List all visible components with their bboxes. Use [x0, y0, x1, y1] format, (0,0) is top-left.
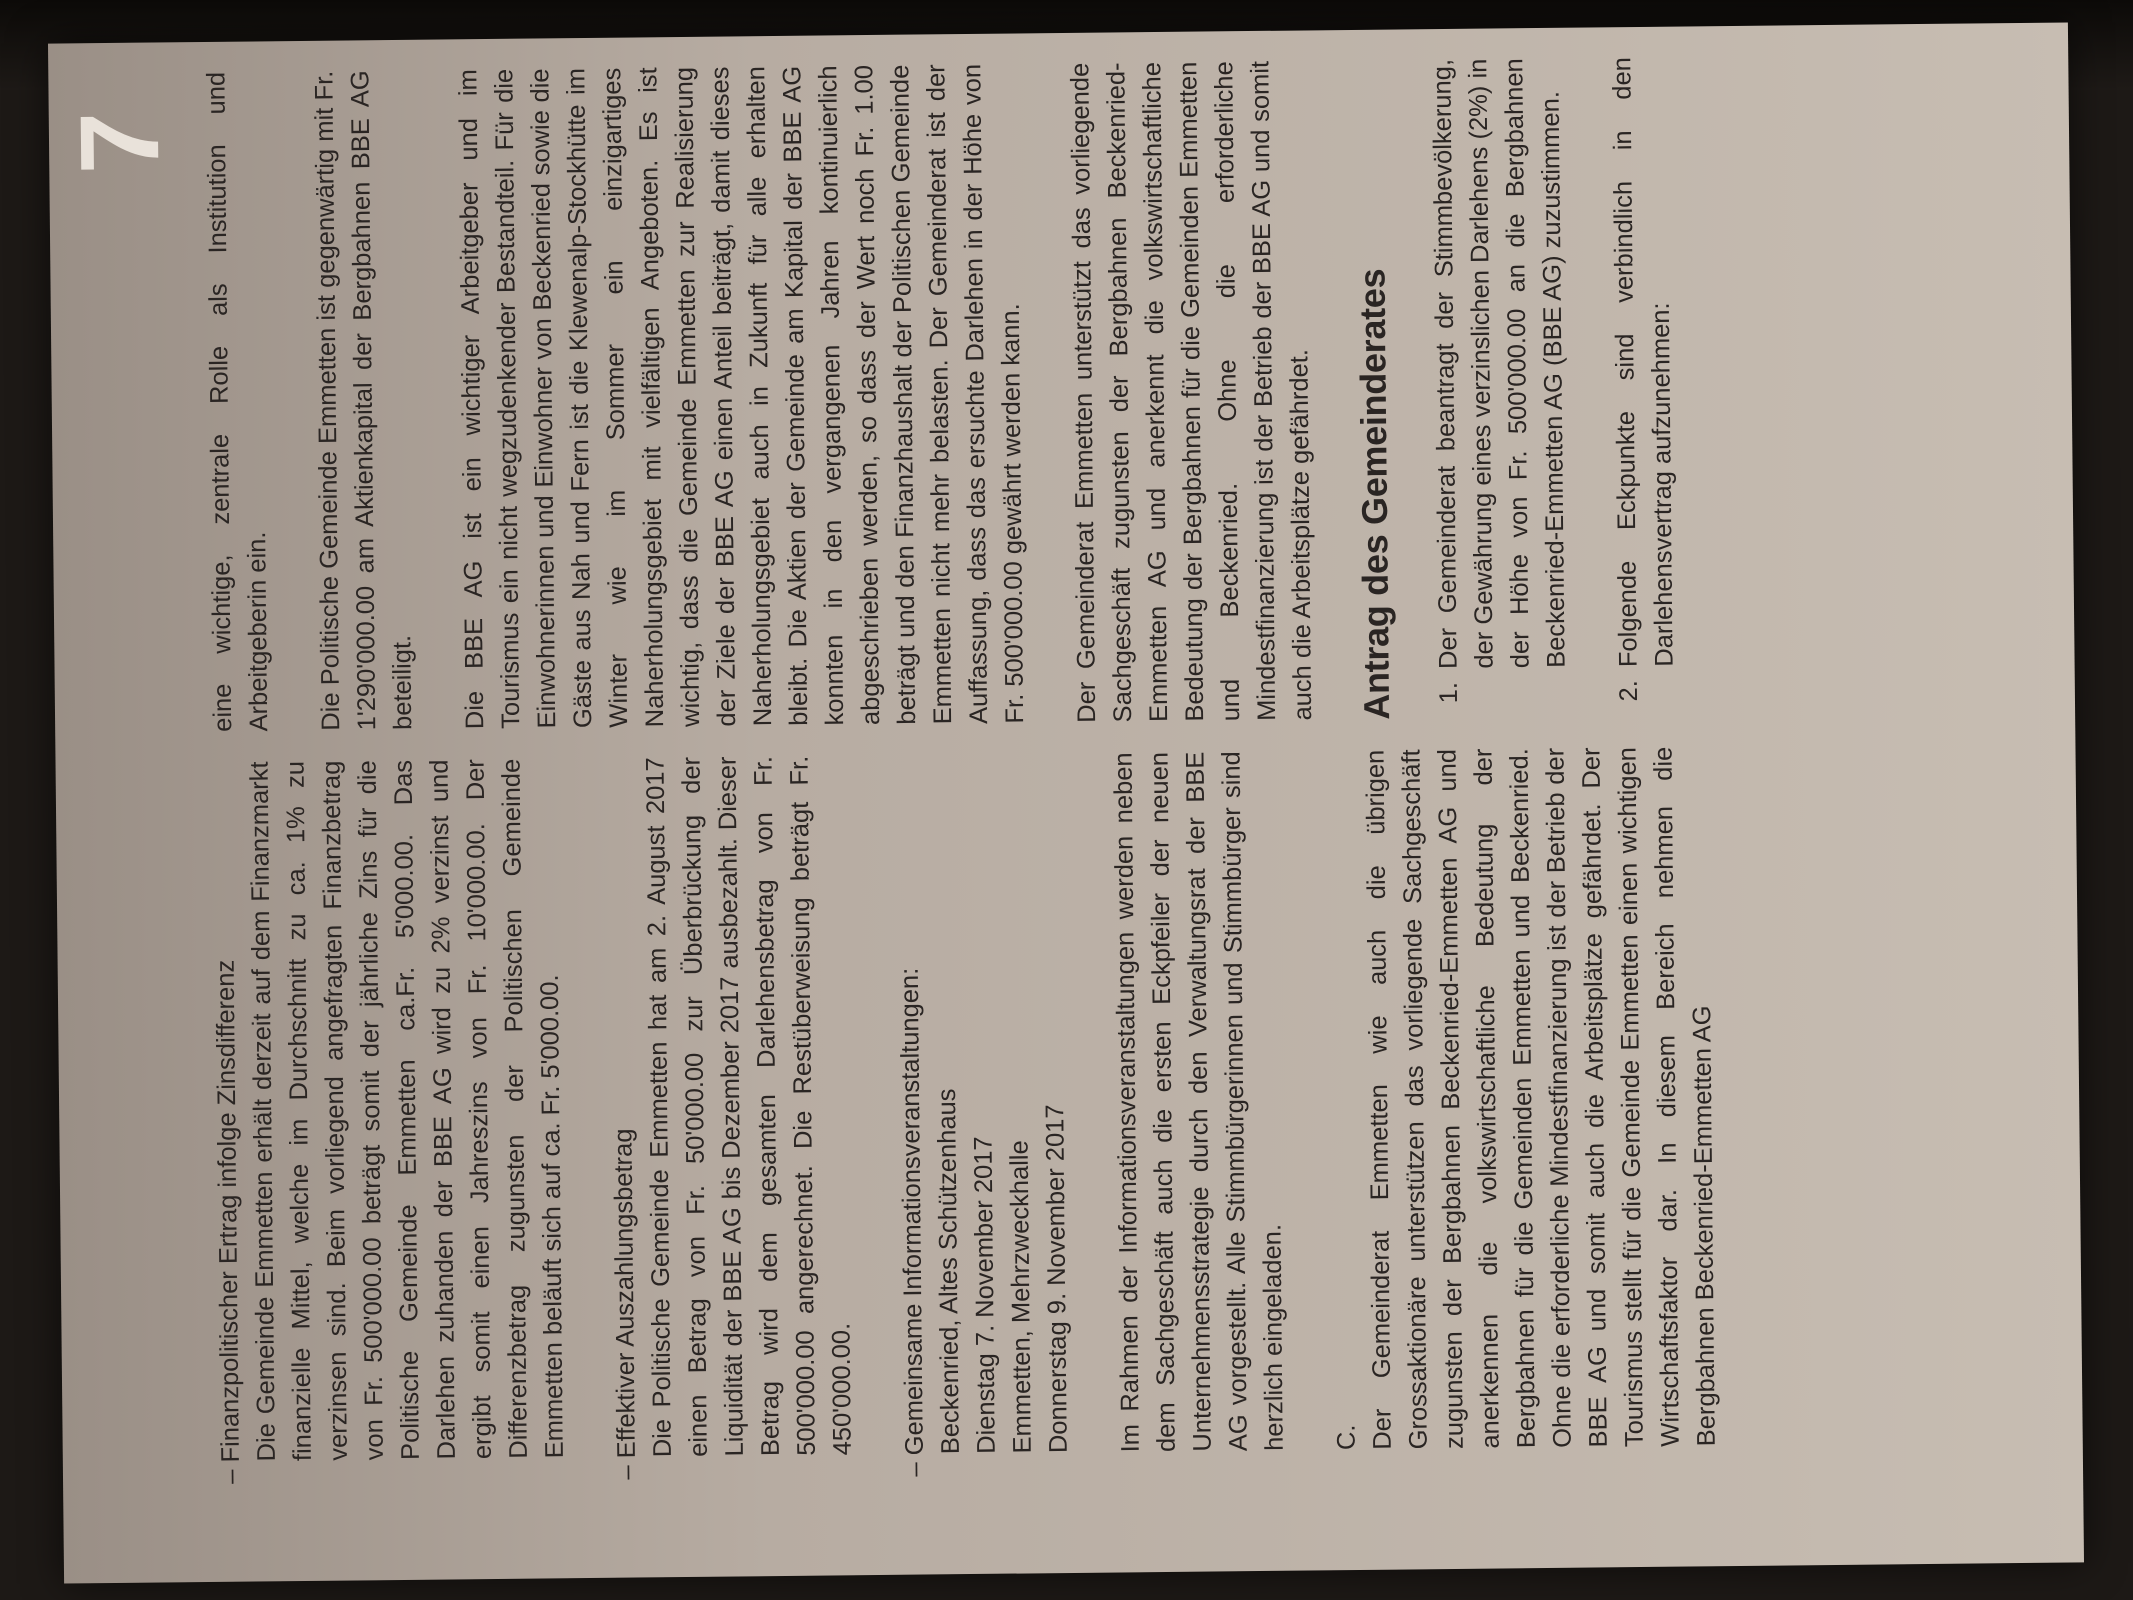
- paragraph-support: Der Gemeinderat Emmetten unterstützt das vorliegende Sachgeschäft zugunsten der Bergbahnen Beckenried-Emmetten AG und anerkennt die volkswirtschaftliche Bedeutung der Bergbahnen für die Gemeinden Emmetten und Beckenried. Ohne die erforderliche Mindestfinanzierung ist der Betrieb der BBE AG und somit auch die Arbeitsplätze gefährdet.: [1066, 60, 1318, 723]
- motion-list: [1424, 57, 1683, 720]
- list-item-informationsveranstaltungen: [889, 753, 1076, 1455]
- list-item: 1. Der Gemeinderat beantragt der Stimmbevölkerung, der Gewährung eines verzinslichen Darlehens (2%) in der Höhe von Fr. 500'000.00 an die Bergbahnen Beckenried-Emmetten AG (BBE AG) zuzustimmen.: [1424, 58, 1574, 675]
- item-heading: – Finanzpolitischer Ertrag infolge Zinsdifferenz: [206, 762, 249, 1462]
- section-letter: C.: [1332, 1424, 1361, 1451]
- item-text: Die Gemeinde Emmetten erhält derzeit auf dem Finanzmarkt finanzielle Mittel, welche im Durchschnitt zu ca. 1% zu verzinsen sind. Beim vorliegend angefragten Finanzbetrag von Fr. 500'000.00 beträgt somit der jährliche Zins für die Politische Gemeinde Emmetten ca.Fr. 5'000.00. Das Darlehen zuhanden der BBE AG wird zu 2% verzinst und ergibt somit einen Jahreszins von Fr. 10'000.00. Der Differenzbetrag zugunsten der Politischen Gemeinde Emmetten beläuft sich auf ca. Fr. 5'000.00.: [245, 758, 569, 1462]
- event-location: Beckenried, Altes Schützenhaus: [932, 1088, 965, 1455]
- item-heading: – Gemeinsame Informationsveranstaltungen:: [889, 754, 932, 1454]
- event-date: Donnerstag 9. November 2017: [1041, 1104, 1073, 1454]
- event-date: Dienstag 7. November 2017: [969, 1136, 1001, 1455]
- paragraph-info: Im Rahmen der Informationsveranstaltungen werden neben dem Sachgeschäft auch die ersten Eckpfeiler der neuen Unternehmensstrategie durch den Verwaltungsrat der BBE AG vorgestellt. Alle Stimmbürgerinnen und Stimmbürger sind herzlich eingeladen.: [1109, 751, 1289, 1453]
- page-number: 7: [56, 111, 183, 175]
- paragraph-aktienkapital: Die Politische Gemeinde Emmetten ist gegenwärtig mit Fr. 1'290'000.00 am Aktienkapital der Bergbahnen BBE AG beteiligt.: [310, 70, 418, 731]
- list-item: 2. Folgende Eckpunkte sind verbindlich in den Darlehensvertrag aufzunehmen:: [1604, 57, 1682, 674]
- right-column: [198, 56, 1719, 732]
- item-heading: – Effektiver Auszahlungsbetrag: [602, 757, 645, 1457]
- left-column: [206, 746, 1761, 1462]
- paragraph-bbe: Die BBE AG ist ein wichtiger Arbeitgeber und im Tourismus ein nicht wegzudenkender Bestandteil. Für die Einwohnerinnen und Einwohner von Beckenried sowie die Gäste aus Nah und Fern ist die Klewenalp-Stockhütte im Winter wie im Sommer ein einzigartiges Naherholungsgebiet mit vielfältigen Angeboten. Es ist wichtig, dass die Gemeinde Emmetten zur Realisierung der Ziele der BBE AG einen Anteil beiträgt, damit dieses Naherholungsgebiet auch in Zukunft für alle erhalten bleibt. Die Aktien der Gemeinde am Kapital der BBE AG konnten in den vergangenen Jahren kontinuierlich abgeschrieben werden, so dass der Wert noch Fr. 1.00 beträgt und den Finanzhaushalt der Politischen Gemeinde Emmetten nicht mehr belasten. Der Gemeinderat ist der Auffassung, dass das ersuchte Darlehen in der Höhe von Fr. 500'000.00 gewährt werden kann.: [454, 63, 1030, 730]
- section-c: [1321, 746, 1724, 1450]
- event-location: Emmetten, Mehrzweckhalle: [1005, 1140, 1037, 1454]
- paragraph-continued: eine wichtige, zentrale Rolle als Institution und Arbeitgeberin ein.: [202, 71, 274, 732]
- list-item-zinsdifferenz: [206, 758, 573, 1462]
- section-heading: Antrag des Gemeinderates: [1351, 268, 1398, 720]
- list-item-auszahlungsbetrag: [602, 755, 861, 1458]
- paragraph-section-c: Der Gemeinderat Emmetten wie auch die übrigen Grossaktionäre unterstützen das vorliegende Sachgeschäft zugunsten der Bergbahnen Beckenried-Emmetten AG und anerkennen die volkswirtschaftliche Bedeutung der Bergbahnen für die Gemeinden Emmetten und Beckenried. Ohne die erforderliche Mindestfinanzierung ist der Betrieb der BBE AG und somit auch die Arbeitsplätze gefährdet. Der Tourismus stellt für die Gemeinde Emmetten einen wichtigen Wirtschaftsfaktor dar. In diesem Bereich nehmen die Bergbahnen Beckenried-Emmetten AG: [1361, 746, 1721, 1450]
- item-text: Die Politische Gemeinde Emmetten hat am 2. August 2017 einen Betrag von Fr. 50'000.00 zur Überbrückung der Liquidität der BBE AG bis Dezember 2017 ausbezahlt. Dieser Betrag wird dem gesamten Darlehensbetrag von Fr. 500'000.00 angerechnet. Die Restüberweisung beträgt Fr. 450'000.00.: [641, 755, 857, 1458]
- document-page: [48, 22, 2084, 1583]
